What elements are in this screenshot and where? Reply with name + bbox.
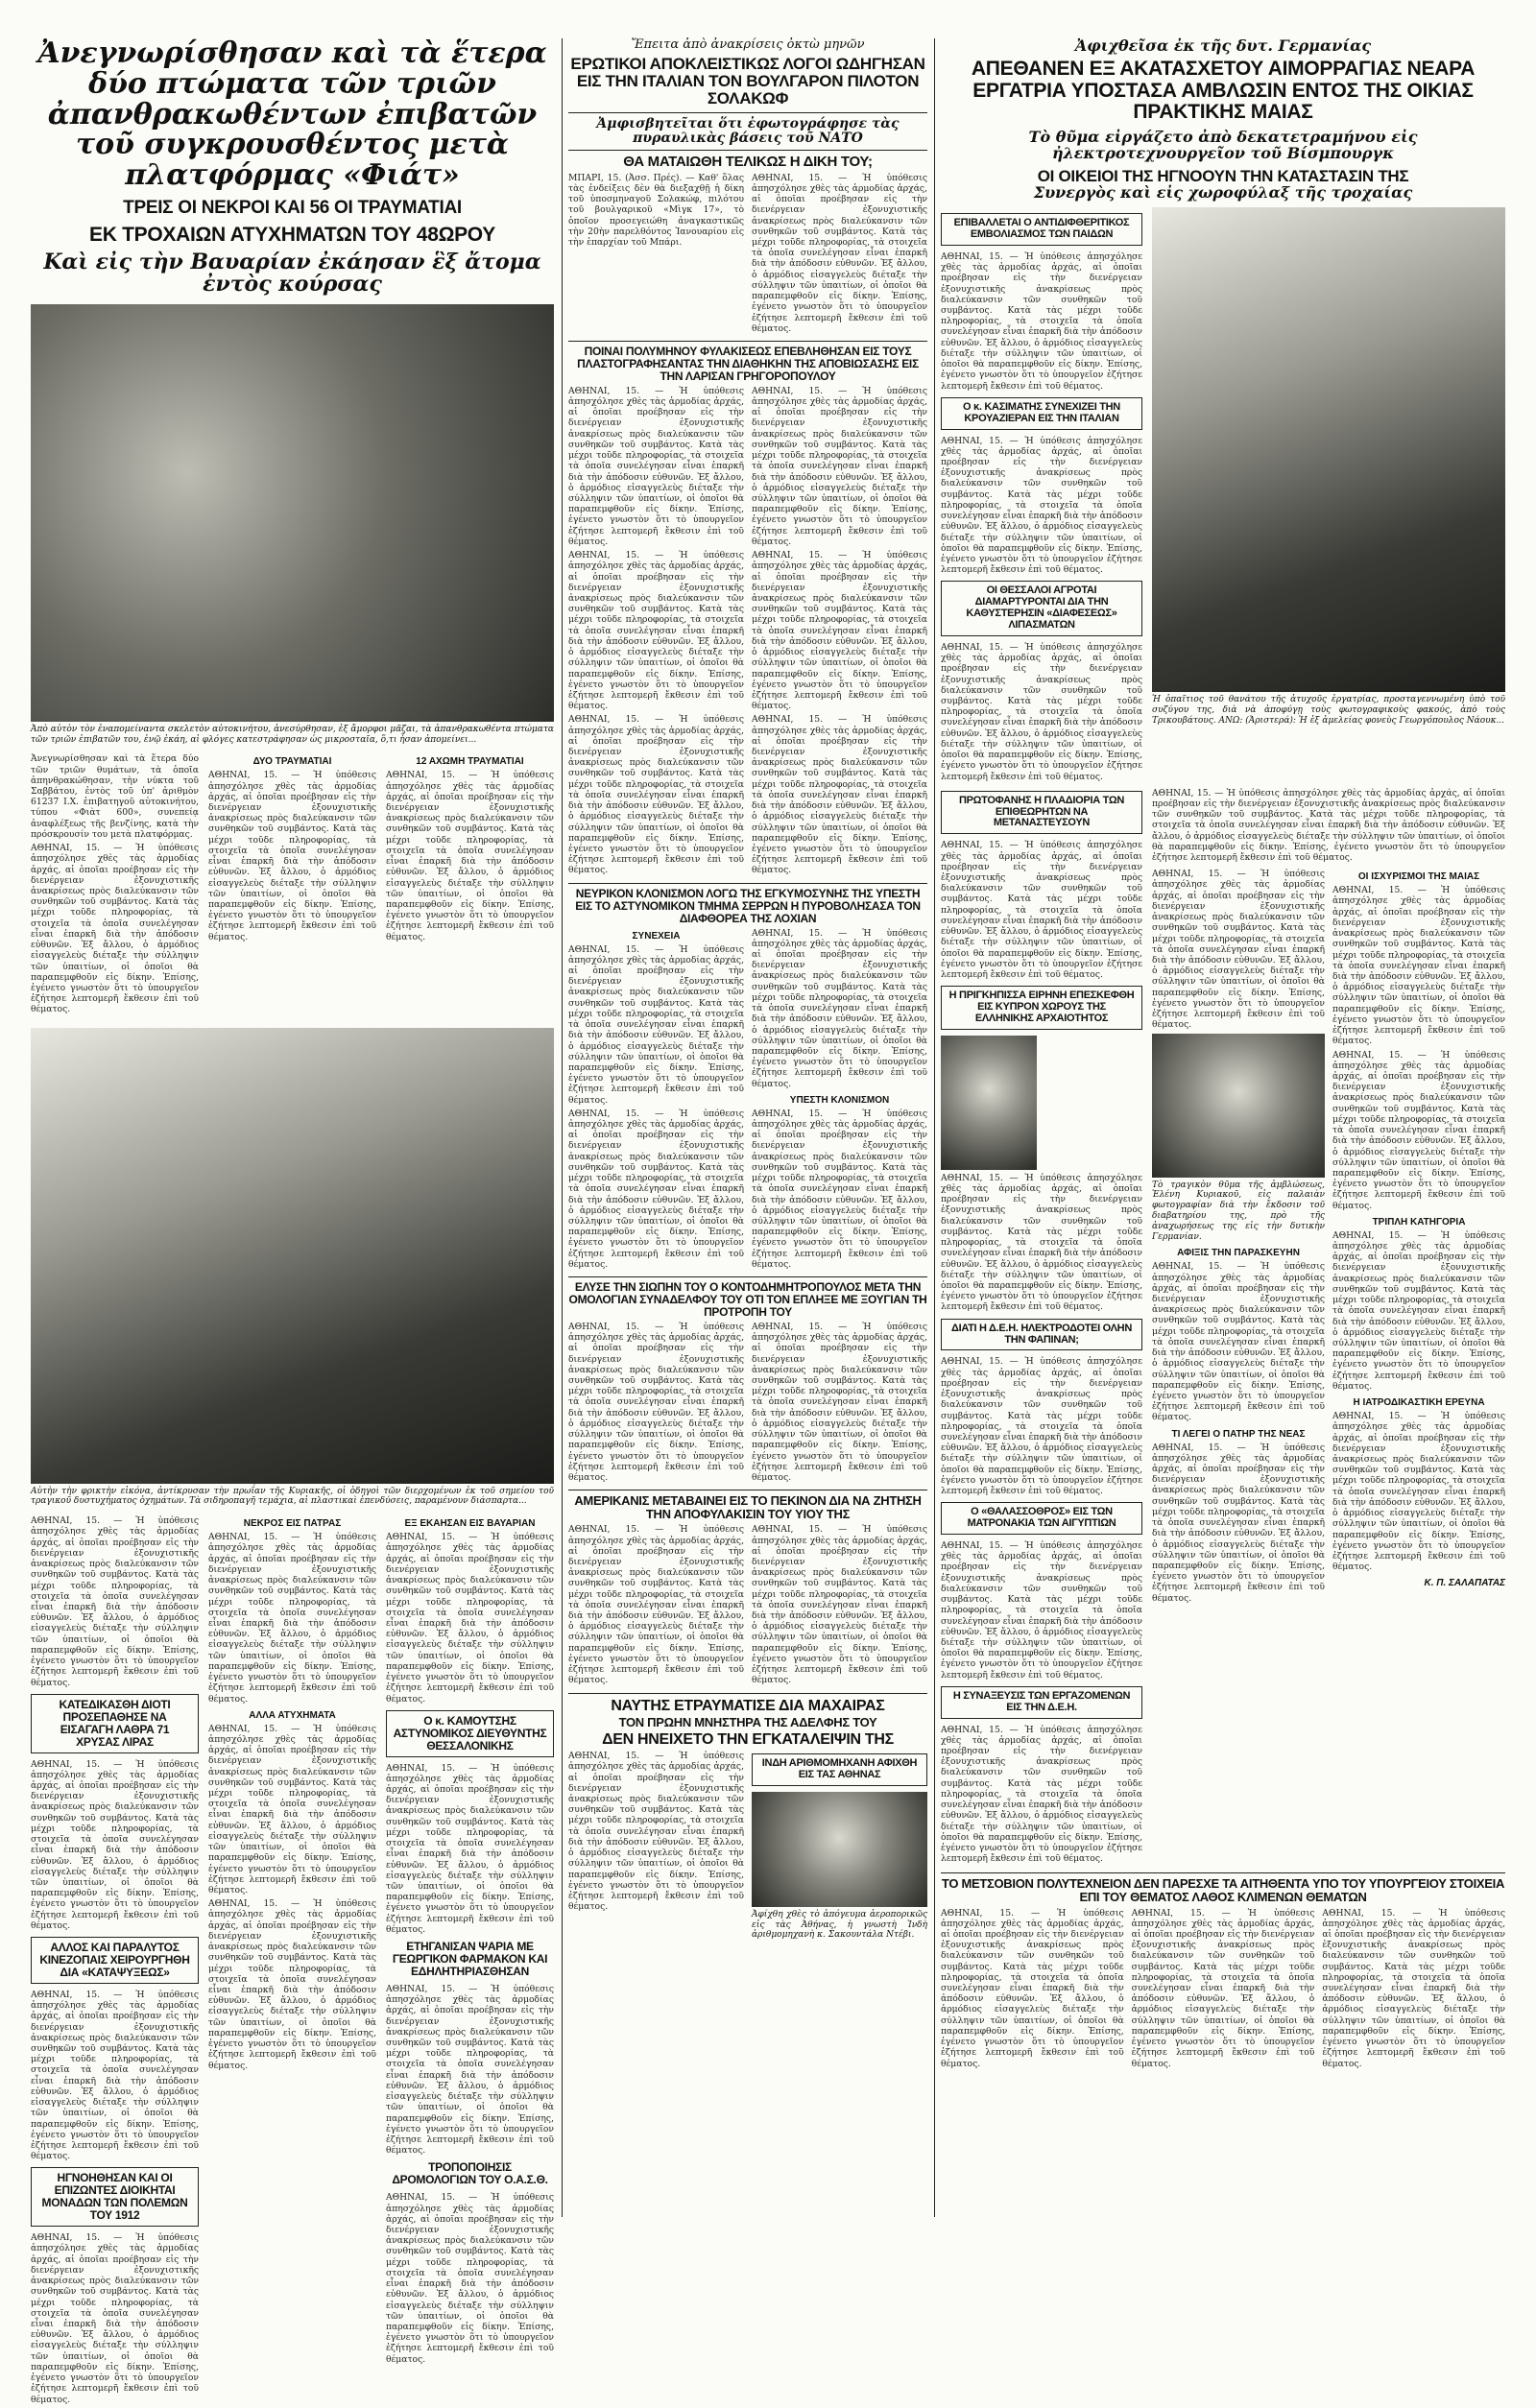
article-polytechnic-1: ΑΘΗΝΑΙ, 15. — Ἡ ὑπόθεσις ἀπησχόλησε χθὲς τὰς ἁρμοδίας ἀρχάς, αἱ ὁποῖαι προέβησαν εἰς τὴν διενέργειαν ἐξονυχιστικῆς ἀνακρίσεως πρὸς διαλεύκανσιν τῶν συνθηκῶν τοῦ συμβάντος. Κατὰ τὰς μέχρι τοῦδε πληροφορίας, τὰ στοιχεῖα τὰ ὁποῖα συνελέγησαν εἶναι ἐπαρκῆ διὰ τὴν ἀπόδοσιν εὐθυνῶν. Ἐξ ἄλλου, ὁ ἁρμόδιος εἰσαγγελεὺς διέταξε τὴν σύλληψιν τῶν ὑπαιτίων, οἱ ὁποῖοι θὰ παραπεμφθοῦν εἰς δίκην. Ἐπίσης, ἐγένετο γνωστὸν ὅτι τὸ ὑπουργεῖον ἐζήτησε λεπτομερῆ ἔκθεσιν ἐπὶ τοῦ θέματος. <box>941 1907 1124 2069</box>
article-forgery-2: ΑΘΗΝΑΙ, 15. — Ἡ ὑπόθεσις ἀπησχόλησε χθὲς τὰς ἁρμοδίας ἀρχάς, αἱ ὁποῖαι προέβησαν εἰς τὴν διενέργειαν ἐξονυχιστικῆς ἀνακρίσεως πρὸς διαλεύκανσιν τῶν συνθηκῶν τοῦ συμβάντος. Κατὰ τὰς μέχρι τοῦδε πληροφορίας, τὰ στοιχεῖα τὰ ὁποῖα συνελέγησαν εἶναι ἐπαρκῆ διὰ τὴν ἀπόδοσιν εὐθυνῶν. Ἐξ ἄλλου, ὁ ἁρμόδιος εἰσαγγελεὺς διέταξε τὴν σύλληψιν τῶν ὑπαιτίων, οἱ ὁποῖοι θὰ παραπεμφθοῦν εἰς δίκην. Ἐπίσης, ἐγένετο γνωστὸν ὅτι τὸ ὑπουργεῖον ἐζήτησε λεπτομερῆ ἔκθεσιν ἐπὶ τοῦ θέματος. <box>568 550 744 712</box>
article-father: ΑΘΗΝΑΙ, 15. — Ἡ ὑπόθεσις ἀπησχόλησε χθὲς τὰς ἁρμοδίας ἀρχάς, αἱ ὁποῖαι προέβησαν εἰς τὴν διενέργειαν ἐξονυχιστικῆς ἀνακρίσεως πρὸς διαλεύκανσιν τῶν συνθηκῶν τοῦ συμβάντος. Κατὰ τὰς μέχρι τοῦδε πληροφορίας, τὰ στοιχεῖα τὰ ὁποῖα συνελέγησαν εἶναι ἐπαρκῆ διὰ τὴν ἀπόδοσιν εὐθυνῶν. Ἐξ ἄλλου, ὁ ἁρμόδιος εἰσαγγελεὺς διέταξε τὴν σύλληψιν τῶν ὑπαιτίων, οἱ ὁποῖοι θὰ παραπεμφθοῦν εἰς δίκην. Ἐπίσης, ἐγένετο γνωστὸν ὅτι τὸ ὑπουργεῖον ἐζήτησε λεπτομερῆ ἔκθεσιν ἐπὶ τοῦ θέματος. <box>1152 1442 1325 1604</box>
headline-middle: ΕΡΩΤΙΚΟΙ ΑΠΟΚΛΕΙΣΤΙΚΩΣ ΛΟΓΟΙ ΩΔΗΓΗΣΑΝ ΕΙΣ ΤΗΝ ΙΤΑΛΙΑΝ ΤΟΝ ΒΟΥΛΓΑΡΟΝ ΠΙΛΟΤΟΝ ΣΟΛΑΚΩΦ <box>570 54 925 108</box>
article-polytechnic-3: ΑΘΗΝΑΙ, 15. — Ἡ ὑπόθεσις ἀπησχόλησε χθὲς τὰς ἁρμοδίας ἀρχάς, αἱ ὁποῖαι προέβησαν εἰς τὴν διενέργειαν ἐξονυχιστικῆς ἀνακρίσεως πρὸς διαλεύκανσιν τῶν συνθηκῶν τοῦ συμβάντος. Κατὰ τὰς μέχρι τοῦδε πληροφορίας, τὰ στοιχεῖα τὰ ὁποῖα συνελέγησαν εἶναι ἐπαρκῆ διὰ τὴν ἀπόδοσιν εὐθυνῶν. Ἐξ ἄλλου, ὁ ἁρμόδιος εἰσαγγελεὺς διέταξε τὴν σύλληψιν τῶν ὑπαιτίων, οἱ ὁποῖοι θὰ παραπεμφθοῦν εἰς δίκην. Ἐπίσης, ἐγένετο γνωστὸν ὅτι τὸ ὑπουργεῖον ἐζήτησε λεπτομερῆ ἔκθεσιν ἐπὶ τοῦ θέματος. <box>1322 1907 1506 2069</box>
article-serres-4: ΑΘΗΝΑΙ, 15. — Ἡ ὑπόθεσις ἀπησχόλησε χθὲς τὰς ἁρμοδίας ἀρχάς, αἱ ὁποῖαι προέβησαν εἰς τὴν διενέργειαν ἐξονυχιστικῆς ἀνακρίσεως πρὸς διαλεύκανσιν τῶν συνθηκῶν τοῦ συμβάντος. Κατὰ τὰς μέχρι τοῦδε πληροφορίας, τὰ στοιχεῖα τὰ ὁποῖα συνελέγησαν εἶναι ἐπαρκῆ διὰ τὴν ἀπόδοσιν εὐθυνῶν. Ἐξ ἄλλου, ὁ ἁρμόδιος εἰσαγγελεὺς διέταξε τὴν σύλληψιν τῶν ὑπαιτίων, οἱ ὁποῖοι θὰ παραπεμφθοῦν εἰς δίκην. Ἐπίσης, ἐγένετο γνωστὸν ὅτι τὸ ὑπουργεῖον ἐζήτησε λεπτομερῆ ἔκθεσιν ἐπὶ τοῦ θέματος. <box>752 1108 927 1270</box>
subheadline-right-3: Συνεργὸς καὶ εἰς χωροφύλαξ τῆς τροχαίας <box>1033 183 1413 203</box>
headline-dei-workers: Η ΣΥΝΑΞΕΥΣΙΣ ΤΩΝ ΕΡΓΑΖΟΜΕΝΩΝ ΕΙΣ ΤΗΝ Δ.Ε.Η. <box>952 1689 1131 1713</box>
article-serres-2: ΑΘΗΝΑΙ, 15. — Ἡ ὑπόθεσις ἀπησχόλησε χθὲς τὰς ἁρμοδίας ἀρχάς, αἱ ὁποῖαι προέβησαν εἰς τὴν διενέργειαν ἐξονυχιστικῆς ἀνακρίσεως πρὸς διαλεύκανσιν τῶν συνθηκῶν τοῦ συμβάντος. Κατὰ τὰς μέχρι τοῦδε πληροφορίας, τὰ στοιχεῖα τὰ ὁποῖα συνελέγησαν εἶναι ἐπαρκῆ διὰ τὴν ἀπόδοσιν εὐθυνῶν. Ἐξ ἄλλου, ὁ ἁρμόδιος εἰσαγγελεὺς διέταξε τὴν σύλληψιν τῶν ὑπαιτίων, οἱ ὁποῖοι θὰ παραπεμφθοῦν εἰς δίκην. Ἐπίσης, ἐγένετο γνωστὸν ὅτι τὸ ὑπουργεῖον ἐζήτησε λεπτομερῆ ἔκθεσιν ἐπὶ τοῦ θέματος. <box>568 1108 744 1270</box>
subhead-continuation: ΣΥΝΕΧΕΙΑ <box>632 930 681 942</box>
article-bavaria: ΑΘΗΝΑΙ, 15. — Ἡ ὑπόθεσις ἀπησχόλησε χθὲς τὰς ἁρμοδίας ἀρχάς, αἱ ὁποῖαι προέβησαν εἰς τὴν διενέργειαν ἐξονυχιστικῆς ἀνακρίσεως πρὸς διαλεύκανσιν τῶν συνθηκῶν τοῦ συμβάντος. Κατὰ τὰς μέχρι τοῦδε πληροφορίας, τὰ στοιχεῖα τὰ ὁποῖα συνελέγησαν εἶναι ἐπαρκῆ διὰ τὴν ἀπόδοσιν εὐθυνῶν. Ἐξ ἄλλου, ὁ ἁρμόδιος εἰσαγγελεὺς διέταξε τὴν σύλληψιν τῶν ὑπαιτίων, οἱ ὁποῖοι θὰ παραπεμφθοῦν εἰς δίκην. Ἐπίσης, ἐγένετο γνωστὸν ὅτι τὸ ὑπουργεῖον ἐζήτησε λεπτομερῆ ἔκθεσιν ἐπὶ τοῦ θέματος. <box>386 1532 554 1705</box>
subheadline-left-2: ΕΚ ΤΡΟΧΑΙΩΝ ΑΤΥΧΗΜΑΤΩΝ ΤΟΥ 48ΩΡΟΥ <box>89 223 495 246</box>
box-1912-commanders <box>31 2167 199 2227</box>
article-crash-body: Ἀνεγνωρίσθησαν καὶ τὰ ἕτερα δύο τῶν τριῶν θυμάτων, τὰ ὁποῖα ἀπηνθρακώθησαν, τὴν νύκτα τοῦ Σαββάτου, ἐντὸς τοῦ ὑπ' ἀριθμὸν 61237 Ι.Χ. ἐπιβατηγοῦ αὐτοκινήτου, τύπου «Φιὰτ 600», συνεπείᾳ ἀναφλέξεως τῆς βενζίνης, κατὰ τὴν πρόσκρουσίν του μετὰ πλατφόρμας. <box>31 753 199 840</box>
headline-gold-smuggling: ΚΑΤΕΔΙΚΑΣΘΗ ΔΙΟΤΙ ΠΡΟΣΕΠΑΘΗΣΕ ΝΑ ΕΙΣΑΓΑΓΗ ΛΑΘΡΑ 71 ΧΡΥΣΑΣ ΛΙΡΑΣ <box>59 1697 171 1749</box>
box-princess-irene <box>941 986 1142 1030</box>
article-dei-workers: ΑΘΗΝΑΙ, 15. — Ἡ ὑπόθεσις ἀπησχόλησε χθὲς τὰς ἁρμοδίας ἀρχάς, αἱ ὁποῖαι προέβησαν εἰς τὴν διενέργειαν ἐξονυχιστικῆς ἀνακρίσεως πρὸς διαλεύκανσιν τῶν συνθηκῶν τοῦ συμβάντος. Κατὰ τὰς μέχρι τοῦδε πληροφορίας, τὰ στοιχεῖα τὰ ὁποῖα συνελέγησαν εἶναι ἐπαρκῆ διὰ τὴν ἀπόδοσιν εὐθυνῶν. Ἐξ ἄλλου, ὁ ἁρμόδιος εἰσαγγελεὺς διέταξε τὴν σύλληψιν τῶν ὑπαιτίων, οἱ ὁποῖοι θὰ παραπεμφθοῦν εἰς δίκην. Ἐπίσης, ἐγένετο γνωστὸν ὅτι τὸ ὑπουργεῖον ἐζήτησε λεπτομερῆ ἔκθεσιν ἐπὶ τοῦ θέματος. <box>941 1724 1142 1865</box>
kicker-middle: Ἔπειτα ἀπὸ ἀνακρίσεις ὀκτὼ μηνῶν <box>631 37 865 52</box>
headline-polytechnic: ΤΟ ΜΕΤΣΟΒΙΟΝ ΠΟΛΥΤΕΧΝΕΙΟΝ ΔΕΝ ΠΑΡΕΣΧΕ ΤΑ ΑΙΤΗΘΕΝΤΑ ΥΠΟ ΤΟΥ ΥΠΟΥΡΓΕΙΟΥ ΣΤΟΙΧΕΙΑ ΕΠΙ ΤΟΥ ΘΕΜΑΤΟΣ ΛΑΘΟΣ ΚΛΙΜΕΝΩΝ ΘΕΜΑΤΩΝ <box>941 1876 1505 1905</box>
article-kasimatis: ΑΘΗΝΑΙ, 15. — Ἡ ὑπόθεσις ἀπησχόλησε χθὲς τὰς ἁρμοδίας ἀρχάς, αἱ ὁποῖαι προέβησαν εἰς τὴν διενέργειαν ἐξονυχιστικῆς ἀνακρίσεως πρὸς διαλεύκανσιν τῶν συνθηκῶν τοῦ συμβάντος. Κατὰ τὰς μέχρι τοῦδε πληροφορίας, τὰ στοιχεῖα τὰ ὁποῖα συνελέγησαν εἶναι ἐπαρκῆ διὰ τὴν ἀπόδοσιν εὐθυνῶν. Ἐξ ἄλλου, ὁ ἁρμόδιος εἰσαγγελεὺς διέταξε τὴν σύλληψιν τῶν ὑπαιτίων, οἱ ὁποῖοι θὰ παραπεμφθοῦν εἰς δίκην. Ἐπίσης, ἐγένετο γνωστὸν ὅτι τὸ ὑπουργεῖον ἐζήτησε λεπτομερῆ ἔκθεσιν ἐπὶ τοῦ θέματος. <box>941 435 1142 576</box>
subhead-midwife-claims: ΟΙ ΙΣΧΥΡΙΣΜΟΙ ΤΗΣ ΜΑΙΑΣ <box>1357 871 1480 883</box>
caption-crash-1: Ἀπὸ αὐτὸν τὸν ἐναπομείναντα σκελετὸν αὐτοκινήτου, ἀνεσύρθησαν, ἐξ ἄμορφοι μᾶζαι, τὰ ἀπανθρακωθέντα πτώματα τῶν τριῶν ἐπιβατῶν του, ἐνῷ ἐκάη, αἱ φλόγες κατεστράφησαν ὡς μικροσταῖα, ὅ,τι ἦσαν ἀπομείνει... <box>31 724 554 745</box>
article-peking-2: ΑΘΗΝΑΙ, 15. — Ἡ ὑπόθεσις ἀπησχόλησε χθὲς τὰς ἁρμοδίας ἀρχάς, αἱ ὁποῖαι προέβησαν εἰς τὴν διενέργειαν ἐξονυχιστικῆς ἀνακρίσεως πρὸς διαλεύκανσιν τῶν συνθηκῶν τοῦ συμβάντος. Κατὰ τὰς μέχρι τοῦδε πληροφορίας, τὰ στοιχεῖα τὰ ὁποῖα συνελέγησαν εἶναι ἐπαρκῆ διὰ τὴν ἀπόδοσιν εὐθυνῶν. Ἐξ ἄλλου, ὁ ἁρμόδιος εἰσαγγελεὺς διέταξε τὴν σύλληψιν τῶν ὑπαιτίων, οἱ ὁποῖοι θὰ παραπεμφθοῦν εἰς δίκην. Ἐπίσης, ἐγένετο γνωστὸν ὅτι τὸ ὑπουργεῖον ἐζήτησε λεπτομερῆ ἔκθεσιν ἐπὶ τοῦ θέματος. <box>752 1524 927 1686</box>
box-indian-calculator <box>752 1753 927 1786</box>
byline-salapatas: Κ. Π. ΣΑΛΑΠΑΤΑΣ <box>1424 1578 1505 1589</box>
subhead-father: ΤΙ ΛΕΓΕΙ Ο ΠΑΤΗΡ ΤΗΣ ΝΕΑΣ <box>1171 1428 1306 1440</box>
article-midwife-2: ΑΘΗΝΑΙ, 15. — Ἡ ὑπόθεσις ἀπησχόλησε χθὲς τὰς ἁρμοδίας ἀρχάς, αἱ ὁποῖαι προέβησαν εἰς τὴν διενέργειαν ἐξονυχιστικῆς ἀνακρίσεως πρὸς διαλεύκανσιν τῶν συνθηκῶν τοῦ συμβάντος. Κατὰ τὰς μέχρι τοῦδε πληροφορίας, τὰ στοιχεῖα τὰ ὁποῖα συνελέγησαν εἶναι ἐπαρκῆ διὰ τὴν ἀπόδοσιν εὐθυνῶν. Ἐξ ἄλλου, ὁ ἁρμόδιος εἰσαγγελεὺς διέταξε τὴν σύλληψιν τῶν ὑπαιτίων, οἱ ὁποῖοι θὰ παραπεμφθοῦν εἰς δίκην. Ἐπίσης, ἐγένετο γνωστὸν ὅτι τὸ ὑπουργεῖον ἐζήτησε λεπτομερῆ ἔκθεσιν ἐπὶ τοῦ θέματος. <box>1152 869 1325 1031</box>
box-dei-farina <box>941 1319 1142 1351</box>
subheadline-nato: Ἀμφισβητεῖται ὅτι ἐφωτογράφησε τὰς πυραυλικὰς βάσεις τοῦ ΝΑΤΟ <box>596 115 900 146</box>
article-midwife-1: ΑΘΗΝΑΙ, 15. — Ἡ ὑπόθεσις ἀπησχόλησε χθὲς τὰς ἁρμοδίας ἀρχάς, αἱ ὁποῖαι προέβησαν εἰς τὴν διενέργειαν ἐξονυχιστικῆς ἀνακρίσεως πρὸς διαλεύκανσιν τῶν συνθηκῶν τοῦ συμβάντος. Κατὰ τὰς μέχρι τοῦδε πληροφορίας, τὰ στοιχεῖα τὰ ὁποῖα συνελέγησαν εἶναι ἐπαρκῆ διὰ τὴν ἀπόδοσιν εὐθυνῶν. Ἐξ ἄλλου, ὁ ἁρμόδιος εἰσαγγελεὺς διέταξε τὴν σύλληψιν τῶν ὑπαιτίων, οἱ ὁποῖοι θὰ παραπεμφθοῦν εἰς δίκην. Ἐπίσης, ἐγένετο γνωστὸν ὅτι τὸ ὑπουργεῖον ἐζήτησε λεπτομερῆ ἔκθεσιν ἐπὶ τοῦ θέματος. <box>1152 787 1505 864</box>
headline-oasth: ΤΡΟΠΟΠΟΙΗΣΙΣ ΔΡΟΜΟΛΟΓΙΩΝ ΤΟΥ Ο.Α.Σ.Θ. <box>392 2160 548 2187</box>
subheadline-left-1: ΤΡΕΙΣ ΟΙ ΝΕΚΡΟΙ ΚΑΙ 56 ΟΙ ΤΡΑΥΜΑΤΙΑΙ <box>123 197 462 218</box>
headline-sailor-3: ΔΕΝ ΗΝΕΙΧΕΤΟ ΤΗΝ ΕΓΚΑΤΑΛΕΙΨΙΝ ΤΗΣ <box>602 1730 894 1748</box>
article-1912-commanders: ΑΘΗΝΑΙ, 15. — Ἡ ὑπόθεσις ἀπησχόλησε χθὲς τὰς ἁρμοδίας ἀρχάς, αἱ ὁποῖαι προέβησαν εἰς τὴν διενέργειαν ἐξονυχιστικῆς ἀνακρίσεως πρὸς διαλεύκανσιν τῶν συνθηκῶν τοῦ συμβάντος. Κατὰ τὰς μέχρι τοῦδε πληροφορίας, τὰ στοιχεῖα τὰ ὁποῖα συνελέγησαν εἶναι ἐπαρκῆ διὰ τὴν ἀπόδοσιν εὐθυνῶν. Ἐξ ἄλλου, ὁ ἁρμόδιος εἰσαγγελεὺς διέταξε τὴν σύλληψιν τῶν ὑπαιτίων, οἱ ὁποῖοι θὰ παραπεμφθοῦν εἰς δίκην. Ἐπίσης, ἐγένετο γνωστὸν ὅτι τὸ ὑπουργεῖον ἐζήτησε λεπτομερῆ ἔκθεσιν ἐπὶ τοῦ θέματος. <box>31 2232 199 2405</box>
box-thalassothros <box>941 1502 1142 1535</box>
box-kasimatis <box>941 397 1142 430</box>
subhead-other-accidents: ΑΛΛΑ ΑΤΥΧΗΜΑΤΑ <box>249 1709 336 1721</box>
subheadline-right-2: ΟΙ ΟΙΚΕΙΟΙ ΤΗΣ ΗΓΝΟΟΥΝ ΤΗΝ ΚΑΤΑΣΤΑΣΙΝ ΤΗΣ <box>1037 166 1409 185</box>
headline-right: ΑΠΕΘΑΝΕΝ ΕΞ ΑΚΑΤΑΣΧΕΤΟΥ ΑΙΜΟΡΡΑΓΙΑΣ ΝΕΑΡΑ ΕΡΓΑΤΡΙΑ ΥΠΟΣΤΑΣΑ ΑΜΒΛΩΣΙΝ ΕΝΤΟΣ ΤΗΣ ΟΙΚΙΑΣ ΠΡΑΚΤΙΚΗΣ ΜΑΙΑΣ <box>971 57 1476 124</box>
article-serres-1: ΑΘΗΝΑΙ, 15. — Ἡ ὑπόθεσις ἀπησχόλησε χθὲς τὰς ἁρμοδίας ἀρχάς, αἱ ὁποῖαι προέβησαν εἰς τὴν διενέργειαν ἐξονυχιστικῆς ἀνακρίσεως πρὸς διαλεύκανσιν τῶν συνθηκῶν τοῦ συμβάντος. Κατὰ τὰς μέχρι τοῦδε πληροφορίας, τὰ στοιχεῖα τὰ ὁποῖα συνελέγησαν εἶναι ἐπαρκῆ διὰ τὴν ἀπόδοσιν εὐθυνῶν. Ἐξ ἄλλου, ὁ ἁρμόδιος εἰσαγγελεὺς διέταξε τὴν σύλληψιν τῶν ὑπαιτίων, οἱ ὁποῖοι θὰ παραπεμφθοῦν εἰς δίκην. Ἐπίσης, ἐγένετο γνωστὸν ὅτι τὸ ὑπουργεῖον ἐζήτησε λεπτομερῆ ἔκθεσιν ἐπὶ τοῦ θέματος. <box>568 943 744 1106</box>
article-gold-smuggling: ΑΘΗΝΑΙ, 15. — Ἡ ὑπόθεσις ἀπησχόλησε χθὲς τὰς ἁρμοδίας ἀρχάς, αἱ ὁποῖαι προέβησαν εἰς τὴν διενέργειαν ἐξονυχιστικῆς ἀνακρίσεως πρὸς διαλεύκανσιν τῶν συνθηκῶν τοῦ συμβάντος. Κατὰ τὰς μέχρι τοῦδε πληροφορίας, τὰ στοιχεῖα τὰ ὁποῖα συνελέγησαν εἶναι ἐπαρκῆ διὰ τὴν ἀπόδοσιν εὐθυνῶν. Ἐξ ἄλλου, ὁ ἁρμόδιος εἰσαγγελεὺς διέταξε τὴν σύλληψιν τῶν ὑπαιτίων, οἱ ὁποῖοι θὰ παραπεμφθοῦν εἰς δίκην. Ἐπίσης, ἐγένετο γνωστὸν ὅτι τὸ ὑπουργεῖον ἐζήτησε λεπτομερῆ ἔκθεσιν ἐπὶ τοῦ θέματος. <box>31 1758 199 1931</box>
article-inspectors: ΑΘΗΝΑΙ, 15. — Ἡ ὑπόθεσις ἀπησχόλησε χθὲς τὰς ἁρμοδίας ἀρχάς, αἱ ὁποῖαι προέβησαν εἰς τὴν διενέργειαν ἐξονυχιστικῆς ἀνακρίσεως πρὸς διαλεύκανσιν τῶν συνθηκῶν τοῦ συμβάντος. Κατὰ τὰς μέχρι τοῦδε πληροφορίας, τὰ στοιχεῖα τὰ ὁποῖα συνελέγησαν εἶναι ἐπαρκῆ διὰ τὴν ἀπόδοσιν εὐθυνῶν. Ἐξ ἄλλου, ὁ ἁρμόδιος εἰσαγγελεὺς διέταξε τὴν σύλληψιν τῶν ὑπαιτίων, οἱ ὁποῖοι θὰ παραπεμφθοῦν εἰς δίκην. Ἐπίσης, ἐγένετο γνωστὸν ὅτι τὸ ὑπουργεῖον ἐζήτησε λεπτομερῆ ἔκθεσιν ἐπὶ τοῦ θέματος. <box>941 840 1142 980</box>
kicker-right: Ἀφιχθεῖσα ἐκ τῆς δυτ. Γερμανίας <box>1074 36 1372 55</box>
column-right <box>941 38 1505 2072</box>
article-fish-poison: ΑΘΗΝΑΙ, 15. — Ἡ ὑπόθεσις ἀπησχόλησε χθὲς τὰς ἁρμοδίας ἀρχάς, αἱ ὁποῖαι προέβησαν εἰς τὴν διενέργειαν ἐξονυχιστικῆς ἀνακρίσεως πρὸς διαλεύκανσιν τῶν συνθηκῶν τοῦ συμβάντος. Κατὰ τὰς μέχρι τοῦδε πληροφορίας, τὰ στοιχεῖα τὰ ὁποῖα συνελέγησαν εἶναι ἐπαρκῆ διὰ τὴν ἀπόδοσιν εὐθυνῶν. Ἐξ ἄλλου, ὁ ἁρμόδιος εἰσαγγελεὺς διέταξε τὴν σύλληψιν τῶν ὑπαιτίων, οἱ ὁποῖοι θὰ παραπεμφθοῦν εἰς δίκην. Ἐπίσης, ἐγένετο γνωστὸν ὅτι τὸ ὑπουργεῖον ἐζήτησε λεπτομερῆ ἔκθεσιν ἐπὶ τοῦ θέματος. <box>386 1983 554 2157</box>
subhead-bavaria: ΕΞ ΕΚΑΗΣΑΝ ΕΙΣ ΒΑΥΑΡΙΑΝ <box>404 1518 536 1530</box>
subhead-arrival: ΑΦΙΞΙΣ ΤΗΝ ΠΑΡΑΣΚΕΥΗΝ <box>1177 1248 1300 1259</box>
crash-photo-1 <box>31 304 554 722</box>
article-chinese-child: ΑΘΗΝΑΙ, 15. — Ἡ ὑπόθεσις ἀπησχόλησε χθὲς τὰς ἁρμοδίας ἀρχάς, αἱ ὁποῖαι προέβησαν εἰς τὴν διενέργειαν ἐξονυχιστικῆς ἀνακρίσεως πρὸς διαλεύκανσιν τῶν συνθηκῶν τοῦ συμβάντος. Κατὰ τὰς μέχρι τοῦδε πληροφορίας, τὰ στοιχεῖα τὰ ὁποῖα συνελέγησαν εἶναι ἐπαρκῆ διὰ τὴν ἀπόδοσιν εὐθυνῶν. Ἐξ ἄλλου, ὁ ἁρμόδιος εἰσαγγελεὺς διέταξε τὴν σύλληψιν τῶν ὑπαιτίων, οἱ ὁποῖοι θὰ παραπεμφθοῦν εἰς δίκην. Ἐπίσης, ἐγένετο γνωστὸν ὅτι τὸ ὑπουργεῖον ἐζήτησε λεπτομερῆ ἔκθεσιν ἐπὶ τοῦ θέματος. <box>31 1989 199 2162</box>
indian-calculator-photo <box>752 1792 927 1907</box>
subheadline-right-1: Τὸ θῦμα εἰργάζετο ἀπὸ δεκατετραμήνου εἰς ἠλεκτροτεχνουργεῖον τοῦ Βίσμπουργκ <box>1028 127 1418 162</box>
subhead-12-injured: 12 ΑΧΩΜΗ ΤΡΑΥΜΑΤΙΑΙ <box>416 756 524 768</box>
article-forgery-1: ΑΘΗΝΑΙ, 15. — Ἡ ὑπόθεσις ἀπησχόλησε χθὲς τὰς ἁρμοδίας ἀρχάς, αἱ ὁποῖαι προέβησαν εἰς τὴν διενέργειαν ἐξονυχιστικῆς ἀνακρίσεως πρὸς διαλεύκανσιν τῶν συνθηκῶν τοῦ συμβάντος. Κατὰ τὰς μέχρι τοῦδε πληροφορίας, τὰ στοιχεῖα τὰ ὁποῖα συνελέγησαν εἶναι ἐπαρκῆ διὰ τὴν ἀπόδοσιν εὐθυνῶν. Ἐξ ἄλλου, ὁ ἁρμόδιος εἰσαγγελεὺς διέταξε τὴν σύλληψιν τῶν ὑπαιτίων, οἱ ὁποῖοι θὰ παραπεμφθοῦν εἰς δίκην. Ἐπίσης, ἐγένετο γνωστὸν ὅτι τὸ ὑπουργεῖον ἐζήτησε λεπτομερῆ ἔκθεσιν ἐπὶ τοῦ θέματος. <box>568 385 744 547</box>
article-forgery-4: ΑΘΗΝΑΙ, 15. — Ἡ ὑπόθεσις ἀπησχόλησε χθὲς τὰς ἁρμοδίας ἀρχάς, αἱ ὁποῖαι προέβησαν εἰς τὴν διενέργειαν ἐξονυχιστικῆς ἀνακρίσεως πρὸς διαλεύκανσιν τῶν συνθηκῶν τοῦ συμβάντος. Κατὰ τὰς μέχρι τοῦδε πληροφορίας, τὰ στοιχεῖα τὰ ὁποῖα συνελέγησαν εἶναι ἐπαρκῆ διὰ τὴν ἀπόδοσιν εὐθυνῶν. Ἐξ ἄλλου, ὁ ἁρμόδιος εἰσαγγελεὺς διέταξε τὴν σύλληψιν τῶν ὑπαιτίων, οἱ ὁποῖοι θὰ παραπεμφθοῦν εἰς δίκην. Ἐπίσης, ἐγένετο γνωστὸν ὅτι τὸ ὑπουργεῖον ἐζήτησε λεπτομερῆ ἔκθεσιν ἐπὶ τοῦ θέματος. <box>752 385 927 547</box>
article-thalassothros: ΑΘΗΝΑΙ, 15. — Ἡ ὑπόθεσις ἀπησχόλησε χθὲς τὰς ἁρμοδίας ἀρχάς, αἱ ὁποῖαι προέβησαν εἰς τὴν διενέργειαν ἐξονυχιστικῆς ἀνακρίσεως πρὸς διαλεύκανσιν τῶν συνθηκῶν τοῦ συμβάντος. Κατὰ τὰς μέχρι τοῦδε πληροφορίας, τὰ στοιχεῖα τὰ ὁποῖα συνελέγησαν εἶναι ἐπαρκῆ διὰ τὴν ἀπόδοσιν εὐθυνῶν. Ἐξ ἄλλου, ὁ ἁρμόδιος εἰσαγγελεὺς διέταξε τὴν σύλληψιν τῶν ὑπαιτίων, οἱ ὁποῖοι θὰ παραπεμφθοῦν εἰς δίκην. Ἐπίσης, ἐγένετο γνωστὸν ὅτι τὸ ὑπουργεῖον ἐζήτησε λεπτομερῆ ἔκθεσιν ἐπὶ τοῦ θέματος. <box>941 1540 1142 1681</box>
headline-thalassothros: Ο «ΘΑΛΑΣΣΟΘΡΟΣ» ΕΙΣ ΤΩΝ ΜΑΤΡΟΝΑΚΙΑ ΤΩΝ ΑΙΓΥΠΤΙΩΝ <box>967 1506 1116 1530</box>
article-serres-3: ΑΘΗΝΑΙ, 15. — Ἡ ὑπόθεσις ἀπησχόλησε χθὲς τὰς ἁρμοδίας ἀρχάς, αἱ ὁποῖαι προέβησαν εἰς τὴν διενέργειαν ἐξονυχιστικῆς ἀνακρίσεως πρὸς διαλεύκανσιν τῶν συνθηκῶν τοῦ συμβάντος. Κατὰ τὰς μέχρι τοῦδε πληροφορίας, τὰ στοιχεῖα τὰ ὁποῖα συνελέγησαν εἶναι ἐπαρκῆ διὰ τὴν ἀπόδοσιν εὐθυνῶν. Ἐξ ἄλλου, ὁ ἁρμόδιος εἰσαγγελεὺς διέταξε τὴν σύλληψιν τῶν ὑπαιτίων, οἱ ὁποῖοι θὰ παραπεμφθοῦν εἰς δίκην. Ἐπίσης, ἐγένετο γνωστὸν ὅτι τὸ ὑπουργεῖον ἐζήτησε λεπτομερῆ ἔκθεσιν ἐπὶ τοῦ θέματος. <box>752 927 927 1089</box>
article-dei-farina: ΑΘΗΝΑΙ, 15. — Ἡ ὑπόθεσις ἀπησχόλησε χθὲς τὰς ἁρμοδίας ἀρχάς, αἱ ὁποῖαι προέβησαν εἰς τὴν διενέργειαν ἐξονυχιστικῆς ἀνακρίσεως πρὸς διαλεύκανσιν τῶν συνθηκῶν τοῦ συμβάντος. Κατὰ τὰς μέχρι τοῦδε πληροφορίας, τὰ στοιχεῖα τὰ ὁποῖα συνελέγησαν εἶναι ἐπαρκῆ διὰ τὴν ἀπόδοσιν εὐθυνῶν. Ἐξ ἄλλου, ὁ ἁρμόδιος εἰσαγγελεὺς διέταξε τὴν σύλληψιν τῶν ὑπαιτίων, οἱ ὁποῖοι θὰ παραπεμφθοῦν εἰς δίκην. Ἐπίσης, ἐγένετο γνωστὸν ὅτι τὸ ὑπουργεῖον ἐζήτησε λεπτομερῆ ἔκθεσιν ἐπὶ τοῦ θέματος. <box>941 1356 1142 1497</box>
headline-sailor-1: ΝΑΥΤΗΣ ΕΤΡΑΥΜΑΤΙΣΕ ΔΙΑ ΜΑΧΑΙΡΑΣ <box>611 1697 885 1714</box>
article-forgery-3: ΑΘΗΝΑΙ, 15. — Ἡ ὑπόθεσις ἀπησχόλησε χθὲς τὰς ἁρμοδίας ἀρχάς, αἱ ὁποῖαι προέβησαν εἰς τὴν διενέργειαν ἐξονυχιστικῆς ἀνακρίσεως πρὸς διαλεύκανσιν τῶν συνθηκῶν τοῦ συμβάντος. Κατὰ τὰς μέχρι τοῦδε πληροφορίας, τὰ στοιχεῖα τὰ ὁποῖα συνελέγησαν εἶναι ἐπαρκῆ διὰ τὴν ἀπόδοσιν εὐθυνῶν. Ἐξ ἄλλου, ὁ ἁρμόδιος εἰσαγγελεὺς διέταξε τὴν σύλληψιν τῶν ὑπαιτίων, οἱ ὁποῖοι θὰ παραπεμφθοῦν εἰς δίκην. Ἐπίσης, ἐγένετο γνωστὸν ὅτι τὸ ὑπουργεῖον ἐζήτησε λεπτομερῆ ἔκθεσιν ἐπὶ τοῦ θέματος. <box>568 714 744 876</box>
article-forensic: ΑΘΗΝΑΙ, 15. — Ἡ ὑπόθεσις ἀπησχόλησε χθὲς τὰς ἁρμοδίας ἀρχάς, αἱ ὁποῖαι προέβησαν εἰς τὴν διενέργειαν ἐξονυχιστικῆς ἀνακρίσεως πρὸς διαλεύκανσιν τῶν συνθηκῶν τοῦ συμβάντος. Κατὰ τὰς μέχρι τοῦδε πληροφορίας, τὰ στοιχεῖα τὰ ὁποῖα συνελέγησαν εἶναι ἐπαρκῆ διὰ τὴν ἀπόδοσιν εὐθυνῶν. Ἐξ ἄλλου, ὁ ἁρμόδιος εἰσαγγελεὺς διέταξε τὴν σύλληψιν τῶν ὑπαιτίων, οἱ ὁποῖοι θὰ παραπεμφθοῦν εἰς δίκην. Ἐπίσης, ἐγένετο γνωστὸν ὅτι τὸ ὑπουργεῖον ἐζήτησε λεπτομερῆ ἔκθεσιν ἐπὶ τοῦ θέματος. <box>1332 1411 1505 1573</box>
article-arrival: ΑΘΗΝΑΙ, 15. — Ἡ ὑπόθεσις ἀπησχόλησε χθὲς τὰς ἁρμοδίας ἀρχάς, αἱ ὁποῖαι προέβησαν εἰς τὴν διενέργειαν ἐξονυχιστικῆς ἀνακρίσεως πρὸς διαλεύκανσιν τῶν συνθηκῶν τοῦ συμβάντος. Κατὰ τὰς μέχρι τοῦδε πληροφορίας, τὰ στοιχεῖα τὰ ὁποῖα συνελέγησαν εἶναι ἐπαρκῆ διὰ τὴν ἀπόδοσιν εὐθυνῶν. Ἐξ ἄλλου, ὁ ἁρμόδιος εἰσαγγελεὺς διέταξε τὴν σύλληψιν τῶν ὑπαιτίων, οἱ ὁποῖοι θὰ παραπεμφθοῦν εἰς δίκην. Ἐπίσης, ἐγένετο γνωστὸν ὅτι τὸ ὑπουργεῖον ἐζήτησε λεπτομερῆ ἔκθεσιν ἐπὶ τοῦ θέματος. <box>1152 1261 1325 1423</box>
headline-dei-farina: ΔΙΑΤΙ Η Δ.Ε.Η. ΗΛΕΚΤΡΟΔΟΤΕΙ ΟΛΗΝ ΤΗΝ ΦΑΠΙΝΑΝ; <box>951 1322 1132 1346</box>
article-konto-1: ΑΘΗΝΑΙ, 15. — Ἡ ὑπόθεσις ἀπησχόλησε χθὲς τὰς ἁρμοδίας ἀρχάς, αἱ ὁποῖαι προέβησαν εἰς τὴν διενέργειαν ἐξονυχιστικῆς ἀνακρίσεως πρὸς διαλεύκανσιν τῶν συνθηκῶν τοῦ συμβάντος. Κατὰ τὰς μέχρι τοῦδε πληροφορίας, τὰ στοιχεῖα τὰ ὁποῖα συνελέγησαν εἶναι ἐπαρκῆ διὰ τὴν ἀπόδοσιν εὐθυνῶν. Ἐξ ἄλλου, ὁ ἁρμόδιος εἰσαγγελεὺς διέταξε τὴν σύλληψιν τῶν ὑπαιτίων, οἱ ὁποῖοι θὰ παραπεμφθοῦν εἰς δίκην. Ἐπίσης, ἐγένετο γνωστὸν ὅτι τὸ ὑπουργεῖον ἐζήτησε λεπτομερῆ ἔκθεσιν ἐπὶ τοῦ θέματος. <box>568 1321 744 1484</box>
article-midwife-claims: ΑΘΗΝΑΙ, 15. — Ἡ ὑπόθεσις ἀπησχόλησε χθὲς τὰς ἁρμοδίας ἀρχάς, αἱ ὁποῖαι προέβησαν εἰς τὴν διενέργειαν ἐξονυχιστικῆς ἀνακρίσεως πρὸς διαλεύκανσιν τῶν συνθηκῶν τοῦ συμβάντος. Κατὰ τὰς μέχρι τοῦδε πληροφορίας, τὰ στοιχεῖα τὰ ὁποῖα συνελέγησαν εἶναι ἐπαρκῆ διὰ τὴν ἀπόδοσιν εὐθυνῶν. Ἐξ ἄλλου, ὁ ἁρμόδιος εἰσαγγελεὺς διέταξε τὴν σύλληψιν τῶν ὑπαιτίων, οἱ ὁποῖοι θὰ παραπεμφθοῦν εἰς δίκην. Ἐπίσης, ἐγένετο γνωστὸν ὅτι τὸ ὑπουργεῖον ἐζήτησε λεπτομερῆ ἔκθεσιν ἐπὶ τοῦ θέματος. <box>1332 885 1505 1047</box>
suspect-photo <box>1152 207 1505 692</box>
article-crash-filler: ΑΘΗΝΑΙ, 15. — Ἡ ὑπόθεσις ἀπησχόλησε χθὲς τὰς ἁρμοδίας ἀρχάς, αἱ ὁποῖαι προέβησαν εἰς τὴν διενέργειαν ἐξονυχιστικῆς ἀνακρίσεως πρὸς διαλεύκανσιν τῶν συνθηκῶν τοῦ συμβάντος. Κατὰ τὰς μέχρι τοῦδε πληροφορίας, τὰ στοιχεῖα τὰ ὁποῖα συνελέγησαν εἶναι ἐπαρκῆ διὰ τὴν ἀπόδοσιν εὐθυνῶν. Ἐξ ἄλλου, ὁ ἁρμόδιος εἰσαγγελεὺς διέταξε τὴν σύλληψιν τῶν ὑπαιτίων, οἱ ὁποῖοι θὰ παραπεμφθοῦν εἰς δίκην. Ἐπίσης, ἐγένετο γνωστὸν ὅτι τὸ ὑπουργεῖον ἐζήτησε λεπτομερῆ ἔκθεσιν ἐπὶ τοῦ θέματος. <box>31 843 199 1015</box>
article-polytechnic-2: ΑΘΗΝΑΙ, 15. — Ἡ ὑπόθεσις ἀπησχόλησε χθὲς τὰς ἁρμοδίας ἀρχάς, αἱ ὁποῖαι προέβησαν εἰς τὴν διενέργειαν ἐξονυχιστικῆς ἀνακρίσεως πρὸς διαλεύκανσιν τῶν συνθηκῶν τοῦ συμβάντος. Κατὰ τὰς μέχρι τοῦδε πληροφορίας, τὰ στοιχεῖα τὰ ὁποῖα συνελέγησαν εἶναι ἐπαρκῆ διὰ τὴν ἀπόδοσιν εὐθυνῶν. Ἐξ ἄλλου, ὁ ἁρμόδιος εἰσαγγελεὺς διέταξε τὴν σύλληψιν τῶν ὑπαιτίων, οἱ ὁποῖοι θὰ παραπεμφθοῦν εἰς δίκην. Ἐπίσης, ἐγένετο γνωστὸν ὅτι τὸ ὑπουργεῖον ἐζήτησε λεπτομερῆ ἔκθεσιν ἐπὶ τοῦ θέματος. <box>1131 1907 1315 2069</box>
box-gold-smuggling <box>31 1694 199 1753</box>
article-patras: ΑΘΗΝΑΙ, 15. — Ἡ ὑπόθεσις ἀπησχόλησε χθὲς τὰς ἁρμοδίας ἀρχάς, αἱ ὁποῖαι προέβησαν εἰς τὴν διενέργειαν ἐξονυχιστικῆς ἀνακρίσεως πρὸς διαλεύκανσιν τῶν συνθηκῶν τοῦ συμβάντος. Κατὰ τὰς μέχρι τοῦδε πληροφορίας, τὰ στοιχεῖα τὰ ὁποῖα συνελέγησαν εἶναι ἐπαρκῆ διὰ τὴν ἀπόδοσιν εὐθυνῶν. Ἐξ ἄλλου, ὁ ἁρμόδιος εἰσαγγελεὺς διέταξε τὴν σύλληψιν τῶν ὑπαιτίων, οἱ ὁποῖοι θὰ παραπεμφθοῦν εἰς δίκην. Ἐπίσης, ἐγένετο γνωστὸν ὅτι τὸ ὑπουργεῖον ἐζήτησε λεπτομερῆ ἔκθεσιν ἐπὶ τοῦ θέματος. <box>208 1532 376 1705</box>
caption-crash-2: Αὐτὴν τὴν φρικτὴν εἰκόνα, ἀντίκρυσαν τὴν πρωΐαν τῆς Κυριακῆς, οἱ ὁδηγοὶ τῶν διερχομένων ἐκ τοῦ σημείου τοῦ τραγικοῦ δυστυχήματος ὀχημάτων. Τὰ σιδηροπαγῆ τεμάχια, αἱ πλαστικαὶ ἐπενδύσεις, παραμένουν διάσπαρτα... <box>31 1486 554 1507</box>
article-12-injured: ΑΘΗΝΑΙ, 15. — Ἡ ὑπόθεσις ἀπησχόλησε χθὲς τὰς ἁρμοδίας ἀρχάς, αἱ ὁποῖαι προέβησαν εἰς τὴν διενέργειαν ἐξονυχιστικῆς ἀνακρίσεως πρὸς διαλεύκανσιν τῶν συνθηκῶν τοῦ συμβάντος. Κατὰ τὰς μέχρι τοῦδε πληροφορίας, τὰ στοιχεῖα τὰ ὁποῖα συνελέγησαν εἶναι ἐπαρκῆ διὰ τὴν ἀπόδοσιν εὐθυνῶν. Ἐξ ἄλλου, ὁ ἁρμόδιος εἰσαγγελεὺς διέταξε τὴν σύλληψιν τῶν ὑπαιτίων, οἱ ὁποῖοι θὰ παραπεμφθοῦν εἰς δίκην. Ἐπίσης, ἐγένετο γνωστὸν ὅτι τὸ ὑπουργεῖον ἐζήτησε λεπτομερῆ ἔκθεσιν ἐπὶ τοῦ θέματος. <box>386 770 554 942</box>
column-middle <box>568 38 927 1946</box>
article-solakof: ΜΠΑΡΙ, 15. (Ἀσσ. Πρές). — Καθ' ὅλας τὰς ἐνδείξεις δὲν θὰ διεξαχθῇ ἡ δίκη τοῦ ὑποσμηναγοῦ Σολακώφ, πιλότου τοῦ βουλγαρικοῦ «Μὶγκ 17», τὸ ὁποῖον προσεγειώθη ἀναγκαστικῶς τὴν 20ὴν παρελθόντος Ἰανουαρίου εἰς τὴν ἐπαρχίαν τοῦ Μπάρι. <box>568 172 744 248</box>
subhead-two-injured: ΔΥΟ ΤΡΑΥΜΑΤΙΑΙ <box>252 756 332 768</box>
article-konto-2: ΑΘΗΝΑΙ, 15. — Ἡ ὑπόθεσις ἀπησχόλησε χθὲς τὰς ἁρμοδίας ἀρχάς, αἱ ὁποῖαι προέβησαν εἰς τὴν διενέργειαν ἐξονυχιστικῆς ἀνακρίσεως πρὸς διαλεύκανσιν τῶν συνθηκῶν τοῦ συμβάντος. Κατὰ τὰς μέχρι τοῦδε πληροφορίας, τὰ στοιχεῖα τὰ ὁποῖα συνελέγησαν εἶναι ἐπαρκῆ διὰ τὴν ἀπόδοσιν εὐθυνῶν. Ἐξ ἄλλου, ὁ ἁρμόδιος εἰσαγγελεὺς διέταξε τὴν σύλληψιν τῶν ὑπαιτίων, οἱ ὁποῖοι θὰ παραπεμφθοῦν εἰς δίκην. Ἐπίσης, ἐγένετο γνωστὸν ὅτι τὸ ὑπουργεῖον ἐζήτησε λεπτομερῆ ἔκθεσιν ἐπὶ τοῦ θέματος. <box>752 1321 927 1484</box>
article-forgery-6: ΑΘΗΝΑΙ, 15. — Ἡ ὑπόθεσις ἀπησχόλησε χθὲς τὰς ἁρμοδίας ἀρχάς, αἱ ὁποῖαι προέβησαν εἰς τὴν διενέργειαν ἐξονυχιστικῆς ἀνακρίσεως πρὸς διαλεύκανσιν τῶν συνθηκῶν τοῦ συμβάντος. Κατὰ τὰς μέχρι τοῦδε πληροφορίας, τὰ στοιχεῖα τὰ ὁποῖα συνελέγησαν εἶναι ἐπαρκῆ διὰ τὴν ἀπόδοσιν εὐθυνῶν. Ἐξ ἄλλου, ὁ ἁρμόδιος εἰσαγγελεὺς διέταξε τὴν σύλληψιν τῶν ὑπαιτίων, οἱ ὁποῖοι θὰ παραπεμφθοῦν εἰς δίκην. Ἐπίσης, ἐγένετο γνωστὸν ὅτι τὸ ὑπουργεῖον ἐζήτησε λεπτομερῆ ἔκθεσιν ἐπὶ τοῦ θέματος. <box>752 714 927 876</box>
headline-peking: ΑΜΕΡΙΚΑΝΙΣ ΜΕΤΑΒΑΙΝΕΙ ΕΙΣ ΤΟ ΠΕΚΙΝΟΝ ΔΙΑ ΝΑ ΖΗΤΗΣΗ ΤΗΝ ΑΠΟΦΥΛΑΚΙΣΙΝ ΤΟΥ ΥΙΟΥ ΤΗΣ <box>574 1493 922 1522</box>
article-two-injured: ΑΘΗΝΑΙ, 15. — Ἡ ὑπόθεσις ἀπησχόλησε χθὲς τὰς ἁρμοδίας ἀρχάς, αἱ ὁποῖαι προέβησαν εἰς τὴν διενέργειαν ἐξονυχιστικῆς ἀνακρίσεως πρὸς διαλεύκανσιν τῶν συνθηκῶν τοῦ συμβάντος. Κατὰ τὰς μέχρι τοῦδε πληροφορίας, τὰ στοιχεῖα τὰ ὁποῖα συνελέγησαν εἶναι ἐπαρκῆ διὰ τὴν ἀπόδοσιν εὐθυνῶν. Ἐξ ἄλλου, ὁ ἁρμόδιος εἰσαγγελεὺς διέταξε τὴν σύλληψιν τῶν ὑπαιτίων, οἱ ὁποῖοι θὰ παραπεμφθοῦν εἰς δίκην. Ἐπίσης, ἐγένετο γνωστὸν ὅτι τὸ ὑπουργεῖον ἐζήτησε λεπτομερῆ ἔκθεσιν ἐπὶ τοῦ θέματος. <box>208 770 376 942</box>
subhead-forensic: Η ΙΑΤΡΟΔΙΚΑΣΤΙΚΗ ΕΡΕΥΝΑ <box>1353 1397 1485 1409</box>
article-solakof-2: ΑΘΗΝΑΙ, 15. — Ἡ ὑπόθεσις ἀπησχόλησε χθὲς τὰς ἁρμοδίας ἀρχάς, αἱ ὁποῖαι προέβησαν εἰς τὴν διενέργειαν ἐξονυχιστικῆς ἀνακρίσεως πρὸς διαλεύκανσιν τῶν συνθηκῶν τοῦ συμβάντος. Κατὰ τὰς μέχρι τοῦδε πληροφορίας, τὰ στοιχεῖα τὰ ὁποῖα συνελέγησαν εἶναι ἐπαρκῆ διὰ τὴν ἀπόδοσιν εὐθυνῶν. Ἐξ ἄλλου, ὁ ἁρμόδιος εἰσαγγελεὺς διέταξε τὴν σύλληψιν τῶν ὑπαιτίων, οἱ ὁποῖοι θὰ παραπεμφθοῦν εἰς δίκην. Ἐπίσης, ἐγένετο γνωστὸν ὅτι τὸ ὑπουργεῖον ἐζήτησε λεπτομερῆ ἔκθεσιν ἐπὶ τοῦ θέματος. <box>752 172 927 334</box>
crash-photo-2 <box>31 1028 554 1484</box>
article-sailor-1: ΑΘΗΝΑΙ, 15. — Ἡ ὑπόθεσις ἀπησχόλησε χθὲς τὰς ἁρμοδίας ἀρχάς, αἱ ὁποῖαι προέβησαν εἰς τὴν διενέργειαν ἐξονυχιστικῆς ἀνακρίσεως πρὸς διαλεύκανσιν τῶν συνθηκῶν τοῦ συμβάντος. Κατὰ τὰς μέχρι τοῦδε πληροφορίας, τὰ στοιχεῖα τὰ ὁποῖα συνελέγησαν εἶναι ἐπαρκῆ διὰ τὴν ἀπόδοσιν εὐθυνῶν. Ἐξ ἄλλου, ὁ ἁρμόδιος εἰσαγγελεὺς διέταξε τὴν σύλληψιν τῶν ὑπαιτίων, οἱ ὁποῖοι θὰ παραπεμφθοῦν εἰς δίκην. Ἐπίσης, ἐγένετο γνωστὸν ὅτι τὸ ὑπουργεῖον ἐζήτησε λεπτομερῆ ἔκθεσιν ἐπὶ τοῦ θέματος. <box>568 1751 744 1913</box>
headline-inspectors: ΠΡΩΤΟΦΑΝΗΣ Η ΠΛΑΔΙΟΡΙΑ ΤΩΝ ΕΠΙΘΕΩΡΗΤΩΝ ΝΑ ΜΕΤΑΝΑΣΤΕΥΣΟΥΝ <box>958 794 1125 829</box>
headline-kamoutsis: Ο κ. ΚΑΜΟΥΤΣΗΣ ΑΣΤΥΝΟΜΙΚΟΣ ΔΙΕΥΘΥΝΤΗΣ ΘΕΣΣΑΛΟΝΙΚΗΣ <box>393 1713 547 1752</box>
article-kamoutsis: ΑΘΗΝΑΙ, 15. — Ἡ ὑπόθεσις ἀπησχόλησε χθὲς τὰς ἁρμοδίας ἀρχάς, αἱ ὁποῖαι προέβησαν εἰς τὴν διενέργειαν ἐξονυχιστικῆς ἀνακρίσεως πρὸς διαλεύκανσιν τῶν συνθηκῶν τοῦ συμβάντος. Κατὰ τὰς μέχρι τοῦδε πληροφορίας, τὰ στοιχεῖα τὰ ὁποῖα συνελέγησαν εἶναι ἐπαρκῆ διὰ τὴν ἀπόδοσιν εὐθυνῶν. Ἐξ ἄλλου, ὁ ἁρμόδιος εἰσαγγελεὺς διέταξε τὴν σύλληψιν τῶν ὑπαιτίων, οἱ ὁποῖοι θὰ παραπεμφθοῦν εἰς δίκην. Ἐπίσης, ἐγένετο γνωστὸν ὅτι τὸ ὑπουργεῖον ἐζήτησε λεπτομερῆ ἔκθεσιν ἐπὶ τοῦ θέματος. <box>386 1762 554 1935</box>
headline-diphtheria: ΕΠΙΒΑΛΛΕΤΑΙ Ο ΑΝΤΙΔΙΦΘΕΡΙΤΙΚΟΣ ΕΜΒΟΛΙΑΣΜΟΣ ΤΩΝ ΠΑΙΔΩΝ <box>953 217 1130 241</box>
headline-indian-calculator: ΙΝΔΗ ΑΡΙΘΜΟΜΗΧΑΝΗ ΑΦΙΧΘΗ ΕΙΣ ΤΑΣ ΑΘΗΝΑΣ <box>761 1757 918 1781</box>
headline-kontodimitropoulos: ΕΛΥΣΕ ΤΗΝ ΣΙΩΠΗΝ ΤΟΥ Ο ΚΟΝΤΟΔΗΜΗΤΡΟΠΟΥΛΟΣ ΜΕΤΑ ΤΗΝ ΟΜΟΛΟΓΙΑΝ ΣΥΝΑΔΕΛΦΟΥ ΤΟΥ ΟΤΙ ΤΟΝ ΕΠΛΗΞΕ ΜΕ ΞΟΥΓΙΑΝ ΤΗ ΠΡΟΤΡΟΠΗ ΤΟΥ <box>568 1280 927 1319</box>
victim-photo <box>1152 1034 1325 1178</box>
headline-chinese-child: ΑΛΛΟΣ ΚΑΙ ΠΑΡΑΛΥΤΟΣ ΚΙΝΕΖΟΠΑΙΣ ΧΕΙΡΟΥΡΓΗΘΗ ΔΙΑ «ΚΑΤΑΨΥΞΕΩΣ» <box>39 1941 190 1979</box>
article-other-accidents: ΑΘΗΝΑΙ, 15. — Ἡ ὑπόθεσις ἀπησχόλησε χθὲς τὰς ἁρμοδίας ἀρχάς, αἱ ὁποῖαι προέβησαν εἰς τὴν διενέργειαν ἐξονυχιστικῆς ἀνακρίσεως πρὸς διαλεύκανσιν τῶν συνθηκῶν τοῦ συμβάντος. Κατὰ τὰς μέχρι τοῦδε πληροφορίας, τὰ στοιχεῖα τὰ ὁποῖα συνελέγησαν εἶναι ἐπαρκῆ διὰ τὴν ἀπόδοσιν εὐθυνῶν. Ἐξ ἄλλου, ὁ ἁρμόδιος εἰσαγγελεὺς διέταξε τὴν σύλληψιν τῶν ὑπαιτίων, οἱ ὁποῖοι θὰ παραπεμφθοῦν εἰς δίκην. Ἐπίσης, ἐγένετο γνωστὸν ὅτι τὸ ὑπουργεῖον ἐζήτησε λεπτομερῆ ἔκθεσιν ἐπὶ τοῦ θέματος. <box>208 1723 376 1896</box>
subhead-shock: ΥΠΕΣΤΗ ΚΛΟΝΙΣΜΟΝ <box>789 1094 890 1106</box>
article-continued-1: ΑΘΗΝΑΙ, 15. — Ἡ ὑπόθεσις ἀπησχόλησε χθὲς τὰς ἁρμοδίας ἀρχάς, αἱ ὁποῖαι προέβησαν εἰς τὴν διενέργειαν ἐξονυχιστικῆς ἀνακρίσεως πρὸς διαλεύκανσιν τῶν συνθηκῶν τοῦ συμβάντος. Κατὰ τὰς μέχρι τοῦδε πληροφορίας, τὰ στοιχεῖα τὰ ὁποῖα συνελέγησαν εἶναι ἐπαρκῆ διὰ τὴν ἀπόδοσιν εὐθυνῶν. Ἐξ ἄλλου, ὁ ἁρμόδιος εἰσαγγελεὺς διέταξε τὴν σύλληψιν τῶν ὑπαιτίων, οἱ ὁποῖοι θὰ παραπεμφθοῦν εἰς δίκην. Ἐπίσης, ἐγένετο γνωστὸν ὅτι τὸ ὑπουργεῖον ἐζήτησε λεπτομερῆ ἔκθεσιν ἐπὶ τοῦ θέματος. <box>31 1515 199 1688</box>
article-forgery-5: ΑΘΗΝΑΙ, 15. — Ἡ ὑπόθεσις ἀπησχόλησε χθὲς τὰς ἁρμοδίας ἀρχάς, αἱ ὁποῖαι προέβησαν εἰς τὴν διενέργειαν ἐξονυχιστικῆς ἀνακρίσεως πρὸς διαλεύκανσιν τῶν συνθηκῶν τοῦ συμβάντος. Κατὰ τὰς μέχρι τοῦδε πληροφορίας, τὰ στοιχεῖα τὰ ὁποῖα συνελέγησαν εἶναι ἐπαρκῆ διὰ τὴν ἀπόδοσιν εὐθυνῶν. Ἐξ ἄλλου, ὁ ἁρμόδιος εἰσαγγελεὺς διέταξε τὴν σύλληψιν τῶν ὑπαιτίων, οἱ ὁποῖοι θὰ παραπεμφθοῦν εἰς δίκην. Ἐπίσης, ἐγένετο γνωστὸν ὅτι τὸ ὑπουργεῖον ἐζήτησε λεπτομερῆ ἔκθεσιν ἐπὶ τοῦ θέματος. <box>752 550 927 712</box>
article-triple-charge: ΑΘΗΝΑΙ, 15. — Ἡ ὑπόθεσις ἀπησχόλησε χθὲς τὰς ἁρμοδίας ἀρχάς, αἱ ὁποῖαι προέβησαν εἰς τὴν διενέργειαν ἐξονυχιστικῆς ἀνακρίσεως πρὸς διαλεύκανσιν τῶν συνθηκῶν τοῦ συμβάντος. Κατὰ τὰς μέχρι τοῦδε πληροφορίας, τὰ στοιχεῖα τὰ ὁποῖα συνελέγησαν εἶναι ἐπαρκῆ διὰ τὴν ἀπόδοσιν εὐθυνῶν. Ἐξ ἄλλου, ὁ ἁρμόδιος εἰσαγγελεὺς διέταξε τὴν σύλληψιν τῶν ὑπαιτίων, οἱ ὁποῖοι θὰ παραπεμφθοῦν εἰς δίκην. Ἐπίσης, ἐγένετο γνωστὸν ὅτι τὸ ὑπουργεῖον ἐζήτησε λεπτομερῆ ἔκθεσιν ἐπὶ τοῦ θέματος. <box>1332 1229 1505 1392</box>
article-oasth: ΑΘΗΝΑΙ, 15. — Ἡ ὑπόθεσις ἀπησχόλησε χθὲς τὰς ἁρμοδίας ἀρχάς, αἱ ὁποῖαι προέβησαν εἰς τὴν διενέργειαν ἐξονυχιστικῆς ἀνακρίσεως πρὸς διαλεύκανσιν τῶν συνθηκῶν τοῦ συμβάντος. Κατὰ τὰς μέχρι τοῦδε πληροφορίας, τὰ στοιχεῖα τὰ ὁποῖα συνελέγησαν εἶναι ἐπαρκῆ διὰ τὴν ἀπόδοσιν εὐθυνῶν. Ἐξ ἄλλου, ὁ ἁρμόδιος εἰσαγγελεὺς διέταξε τὴν σύλληψιν τῶν ὑπαιτίων, οἱ ὁποῖοι θὰ παραπεμφθοῦν εἰς δίκην. Ἐπίσης, ἐγένετο γνωστὸν ὅτι τὸ ὑπουργεῖον ἐζήτησε λεπτομερῆ ἔκθεσιν ἐπὶ τοῦ θέματος. <box>386 2192 554 2365</box>
article-diphtheria: ΑΘΗΝΑΙ, 15. — Ἡ ὑπόθεσις ἀπησχόλησε χθὲς τὰς ἁρμοδίας ἀρχάς, αἱ ὁποῖαι προέβησαν εἰς τὴν διενέργειαν ἐξονυχιστικῆς ἀνακρίσεως πρὸς διαλεύκανσιν τῶν συνθηκῶν τοῦ συμβάντος. Κατὰ τὰς μέχρι τοῦδε πληροφορίας, τὰ στοιχεῖα τὰ ὁποῖα συνελέγησαν εἶναι ἐπαρκῆ διὰ τὴν ἀπόδοσιν εὐθυνῶν. Ἐξ ἄλλου, ὁ ἁρμόδιος εἰσαγγελεὺς διέταξε τὴν σύλληψιν τῶν ὑπαιτίων, οἱ ὁποῖοι θὰ παραπεμφθοῦν εἰς δίκην. Ἐπίσης, ἐγένετο γνωστὸν ὅτι τὸ ὑπουργεῖον ἐζήτησε λεπτομερῆ ἔκθεσιν ἐπὶ τοῦ θέματος. <box>941 250 1142 392</box>
column-rule-1 <box>562 38 563 2217</box>
subheadline-left-3: Καὶ εἰς τὴν Βαυαρίαν ἐκάησαν ἓξ ἄτομα ἐντὸς κούρσας <box>43 250 541 298</box>
caption-suspect: Ἡ ὁπαῖτιος τοῦ θανάτου τῆς ἀτυχοῦς ἐργατρίας, προσταγεννωμένη ὑπὸ τοῦ συζύγου της, διὰ νὰ ἀποφύγῃ τοὺς φωτογραφικοὺς φακούς, ἀπὸ τοὺς Τρικουβάτους. ΑΝΩ: (Ἀριστερά): Ἡ ἐξ ἀμελείας φονεὺς Γεωργόπουλος Νάουκ... <box>1152 695 1505 726</box>
caption-victim: Τὸ τραγικὸν θῦμα τῆς ἀμβλώσεως, Ἑλένη Κυριακοῦ, εἰς παλαιὰν φωτογραφίαν διὰ τὴν ἔκδοσιν τοῦ διαβατηρίου της, πρὸ τῆς ἀναχωρήσεως της εἰς τὴν δυτικὴν Γερμανίαν. <box>1152 1180 1325 1242</box>
box-thessaly-farmers <box>941 581 1142 636</box>
article-thessaly-farmers: ΑΘΗΝΑΙ, 15. — Ἡ ὑπόθεσις ἀπησχόλησε χθὲς τὰς ἁρμοδίας ἀρχάς, αἱ ὁποῖαι προέβησαν εἰς τὴν διενέργειαν ἐξονυχιστικῆς ἀνακρίσεως πρὸς διαλεύκανσιν τῶν συνθηκῶν τοῦ συμβάντος. Κατὰ τὰς μέχρι τοῦδε πληροφορίας, τὰ στοιχεῖα τὰ ὁποῖα συνελέγησαν εἶναι ἐπαρκῆ διὰ τὴν ἀπόδοσιν εὐθυνῶν. Ἐξ ἄλλου, ὁ ἁρμόδιος εἰσαγγελεὺς διέταξε τὴν σύλληψιν τῶν ὑπαιτίων, οἱ ὁποῖοι θὰ παραπεμφθοῦν εἰς δίκην. Ἐπίσης, ἐγένετο γνωστὸν ὅτι τὸ ὑπουργεῖον ἐζήτησε λεπτομερῆ ἔκθεσιν ἐπὶ τοῦ θέματος. <box>941 641 1142 782</box>
subhead-triple-charge: ΤΡΙΠΛΗ ΚΑΤΗΓΟΡΙΑ <box>1372 1216 1466 1228</box>
column-rule-2 <box>934 38 935 2217</box>
column-left <box>31 38 554 2408</box>
headline-thessaly-farmers: ΟΙ ΘΕΣΣΑΛΟΙ ΑΓΡΟΤΑΙ ΔΙΑΜΑΡΤΥΡΟΝΤΑΙ ΔΙΑ ΤΗΝ ΚΑΘΥΣΤΕΡΗΣΙΝ «ΔΙΑΦΕΣΕΩΣ» ΛΙΠΑΣΜΑΤΩΝ <box>966 584 1117 631</box>
article-other-accidents-2: ΑΘΗΝΑΙ, 15. — Ἡ ὑπόθεσις ἀπησχόλησε χθὲς τὰς ἁρμοδίας ἀρχάς, αἱ ὁποῖαι προέβησαν εἰς τὴν διενέργειαν ἐξονυχιστικῆς ἀνακρίσεως πρὸς διαλεύκανσιν τῶν συνθηκῶν τοῦ συμβάντος. Κατὰ τὰς μέχρι τοῦδε πληροφορίας, τὰ στοιχεῖα τὰ ὁποῖα συνελέγησαν εἶναι ἐπαρκῆ διὰ τὴν ἀπόδοσιν εὐθυνῶν. Ἐξ ἄλλου, ὁ ἁρμόδιος εἰσαγγελεὺς διέταξε τὴν σύλληψιν τῶν ὑπαιτίων, οἱ ὁποῖοι θὰ παραπεμφθοῦν εἰς δίκην. Ἐπίσης, ἐγένετο γνωστὸν ὅτι τὸ ὑπουργεῖον ἐζήτησε λεπτομερῆ ἔκθεσιν ἐπὶ τοῦ θέματος. <box>208 1898 376 2071</box>
headline-kasimatis: Ο κ. ΚΑΣΙΜΑΤΗΣ ΣΥΝΕΧΙΖΕΙ ΤΗΝ ΚΡΟΥΑΖΙΕΡΑΝ ΕΙΣ ΤΗΝ ΙΤΑΛΙΑΝ <box>963 400 1120 424</box>
headline-princess-irene: Η ΠΡΙΓΚΗΠΙΣΣΑ ΕΙΡΗΝΗ ΕΠΕΣΚΕΦΘΗ ΕΙΣ ΚΥΠΡΟΝ ΧΩΡΟΥΣ ΤΗΣ ΕΛΛΗΝΙΚΗΣ ΑΡΧΑΙΟΤΗΤΟΣ <box>948 989 1135 1024</box>
box-dei-workers <box>941 1686 1142 1719</box>
headline-sailor-2: ΤΟΝ ΠΡΩΗΝ ΜΝΗΣΤΗΡΑ ΤΗΣ ΑΔΕΛΦΗΣ ΤΟΥ <box>618 1714 877 1729</box>
box-chinese-child <box>31 1937 199 1984</box>
article-peking-1: ΑΘΗΝΑΙ, 15. — Ἡ ὑπόθεσις ἀπησχόλησε χθὲς τὰς ἁρμοδίας ἀρχάς, αἱ ὁποῖαι προέβησαν εἰς τὴν διενέργειαν ἐξονυχιστικῆς ἀνακρίσεως πρὸς διαλεύκανσιν τῶν συνθηκῶν τοῦ συμβάντος. Κατὰ τὰς μέχρι τοῦδε πληροφορίας, τὰ στοιχεῖα τὰ ὁποῖα συνελέγησαν εἶναι ἐπαρκῆ διὰ τὴν ἀπόδοσιν εὐθυνῶν. Ἐξ ἄλλου, ὁ ἁρμόδιος εἰσαγγελεὺς διέταξε τὴν σύλληψιν τῶν ὑπαιτίων, οἱ ὁποῖοι θὰ παραπεμφθοῦν εἰς δίκην. Ἐπίσης, ἐγένετο γνωστὸν ὅτι τὸ ὑπουργεῖον ἐζήτησε λεπτομερῆ ἔκθεσιν ἐπὶ τοῦ θέματος. <box>568 1524 744 1686</box>
princess-irene-photo <box>941 1036 1037 1170</box>
box-kamoutsis <box>386 1710 554 1757</box>
box-diphtheria <box>941 213 1142 246</box>
headline-forgery: ΠΟΙΝΑΙ ΠΟΛΥΜΗΝΟΥ ΦΥΛΑΚΙΣΕΩΣ ΕΠΕΒΛΗΘΗΣΑΝ ΕΙΣ ΤΟΥΣ ΠΛΑΣΤΟΓΡΑΦΗΣΑΝΤΑΣ ΤΗΝ ΔΙΑΘΗΚΗΝ ΤΗΣ ΑΠΟΒΙΩΣΑΣΗΣ ΕΙΣ ΤΗΝ ΛΑΡΙΣΑΝ ΓΡΗΓΟΡΟΠΟΥΛΟΥ <box>577 344 919 383</box>
caption-indian-calculator: Ἀφίχθη χθὲς τὸ ἀπόγευμα ἀεροπορικῶς εἰς τὰς Ἀθήνας, ἡ γνωστὴ Ἰνδὴ ἀριθμομηχανὴ κ. Σακουντάλα Ντέβι. <box>752 1909 927 1941</box>
article-midwife-claims-2: ΑΘΗΝΑΙ, 15. — Ἡ ὑπόθεσις ἀπησχόλησε χθὲς τὰς ἁρμοδίας ἀρχάς, αἱ ὁποῖαι προέβησαν εἰς τὴν διενέργειαν ἐξονυχιστικῆς ἀνακρίσεως πρὸς διαλεύκανσιν τῶν συνθηκῶν τοῦ συμβάντος. Κατὰ τὰς μέχρι τοῦδε πληροφορίας, τὰ στοιχεῖα τὰ ὁποῖα συνελέγησαν εἶναι ἐπαρκῆ διὰ τὴν ἀπόδοσιν εὐθυνῶν. Ἐξ ἄλλου, ὁ ἁρμόδιος εἰσαγγελεὺς διέταξε τὴν σύλληψιν τῶν ὑπαιτίων, οἱ ὁποῖοι θὰ παραπεμφθοῦν εἰς δίκην. Ἐπίσης, ἐγένετο γνωστὸν ὅτι τὸ ὑπουργεῖον ἐζήτησε λεπτομερῆ ἔκθεσιν ἐπὶ τοῦ θέματος. <box>1332 1049 1505 1211</box>
article-princess-irene: ΑΘΗΝΑΙ, 15. — Ἡ ὑπόθεσις ἀπησχόλησε χθὲς τὰς ἁρμοδίας ἀρχάς, αἱ ὁποῖαι προέβησαν εἰς τὴν διενέργειαν ἐξονυχιστικῆς ἀνακρίσεως πρὸς διαλεύκανσιν τῶν συνθηκῶν τοῦ συμβάντος. Κατὰ τὰς μέχρι τοῦδε πληροφορίας, τὰ στοιχεῖα τὰ ὁποῖα συνελέγησαν εἶναι ἐπαρκῆ διὰ τὴν ἀπόδοσιν εὐθυνῶν. Ἐξ ἄλλου, ὁ ἁρμόδιος εἰσαγγελεὺς διέταξε τὴν σύλληψιν τῶν ὑπαιτίων, οἱ ὁποῖοι θὰ παραπεμφθοῦν εἰς δίκην. Ἐπίσης, ἐγένετο γνωστὸν ὅτι τὸ ὑπουργεῖον ἐζήτησε λεπτομερῆ ἔκθεσιν ἐπὶ τοῦ θέματος. <box>941 1172 1142 1313</box>
subheadline-trial: ΘΑ ΜΑΤΑΙΩΘΗ ΤΕΛΙΚΩΣ Η ΔΙΚΗ ΤΟΥ; <box>623 153 873 170</box>
headline-serres: ΝΕΥΡΙΚΟΝ ΚΛΟΝΙΣΜΟΝ ΛΟΓΩ ΤΗΣ ΕΓΚΥΜΟΣΥΝΗΣ ΤΗΣ ΥΠΕΣΤΗ ΕΙΣ ΤΟ ΑΣΤΥΝΟΜΙΚΟΝ ΤΜΗΜΑ ΣΕΡΡΩΝ Η ΠΥΡΟΒΟΛΗΣΑΣΑ ΤΟΝ ΔΙΑΦΘΟΡΕΑ ΤΗΣ ΛΟΧΙΑΝ <box>575 886 921 925</box>
box-inspectors <box>941 791 1142 835</box>
subhead-patras: ΝΕΚΡΟΣ ΕΙΣ ΠΑΤΡΑΣ <box>243 1518 342 1530</box>
headline-left: Ἀνεγνωρίσθησαν καὶ τὰ ἕτερα δύο πτώματα τῶν τριῶν ἀπανθρακωθέντων ἐπιβατῶν τοῦ συγκρουσθέντος μετὰ πλατφόρμας «Φιάτ» <box>37 36 547 193</box>
headline-fish-poison: ΕΤΗΓΑΝΙΣΑΝ ΨΑΡΙΑ ΜΕ ΓΕΩΡΓΙΚΟΝ ΦΑΡΜΑΚΟΝ ΚΑΙ ΕΔΗΛΗΤΗΡΙΑΣΘΗΣΑΝ <box>392 1940 548 1978</box>
headline-1912-commanders: ΗΓΝΟΗΘΗΣΑΝ ΚΑΙ ΟΙ ΕΠΙΖΩΝΤΕΣ ΔΙΟΙΚΗΤΑΙ ΜΟΝΑΔΩΝ ΤΩΝ ΠΟΛΕΜΩΝ ΤΟΥ 1912 <box>41 2171 188 2223</box>
